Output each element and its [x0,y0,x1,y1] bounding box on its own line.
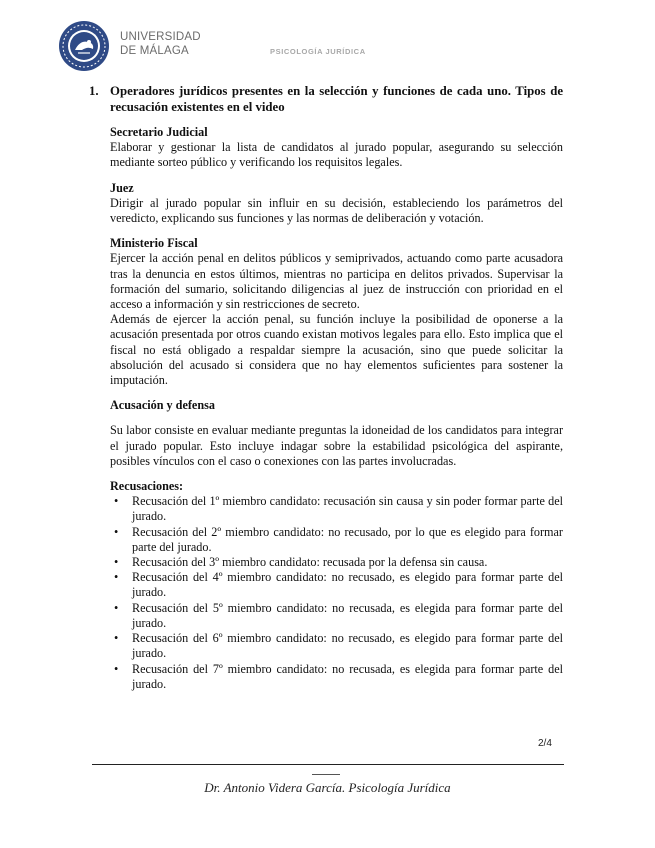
footer-accent-line [312,774,340,775]
section-number: 1. [89,84,99,98]
list-item: • Recusación del 1º miembro candidato: recusación sin causa y sin poder formar parte del jurado. [110,494,563,524]
juez-heading: Juez [110,180,134,195]
university-seal-logo [58,20,110,72]
fiscal-heading: Ministerio Fiscal [110,236,198,251]
list-item: • Recusación del 7º miembro candidato: no recusada, es elegida para formar parte del jurado. [110,662,563,692]
recusaciones-list [110,494,563,692]
fiscal-text-1: Ejercer la acción penal en delitos públicos y semiprivados, actuando como parte acusadora tras la denuncia en estos últimos, mientras no participa en delitos privados. Supervisar la formación del sumario, solicitando diligencias al juez de instrucción con prioridad en el acceso a información y sin restricciones de secreto. [110,251,563,312]
section-title [89,84,563,115]
secretario-heading: Secretario Judicial [110,125,208,139]
list-item: • Recusación del 2º miembro candidato: no recusado, por lo que es elegido para formar parte del jurado. [110,525,563,555]
page-footer: Dr. Antonio Videra García. Psicología Jurídica [204,780,451,795]
recusaciones-heading: Recusaciones: [110,479,184,494]
running-head: PSICOLOGÍA JURÍDICA [270,47,366,56]
secretario-section [110,125,563,692]
list-item: • Recusación del 4º miembro candidato: no recusado, es elegido para formar parte del jurado. [110,570,563,600]
list-item: • Recusación del 3º miembro candidato: recusada por la defensa sin causa. [110,555,563,570]
page-header [58,20,578,72]
fiscal-text-2: Además de ejercer la acción penal, su función incluye la posibilidad de oponerse a la acusación presentada por otros cuando existan motivos legales para ello. Esto implica que el fiscal no está obligado a respaldar siempre la acusación, sino que puede solicitar la absolución del acusado si considera que no hay elementos suficientes para sostener la imputación. [110,312,563,388]
page-number: 2/4 [538,738,552,749]
acusacion-text: Su labor consiste en evaluar mediante preguntas la idoneidad de los candidatos para integrar el jurado popular. Esto incluye indagar sobre la estabilidad psicológica del aspirante, posibles vínculos con el caso o conexiones con las partes involucradas. [110,423,563,468]
acusacion-heading: Acusación y defensa [110,398,215,413]
document-body [89,84,563,692]
section-title-text: Operadores jurídicos presentes en la selección y funciones de cada uno. Tipos de recusación existentes en el video [110,84,563,114]
secretario-text: Elaborar y gestionar la lista de candidatos al jurado popular, asegurando su selección mediante sorteo público y verificando los requisitos legales. [110,140,563,170]
university-name: UNIVERSIDAD DE MÁLAGA [120,31,201,57]
list-item: • Recusación del 6º miembro candidato: no recusado, es elegido para formar parte del jurado. [110,631,563,661]
footer-divider [92,764,564,765]
juez-text: Dirigir al jurado popular sin influir en su decisión, estableciendo los parámetros del veredicto, explicando sus funciones y las normas de deliberación y votación. [110,195,563,226]
list-item: • Recusación del 5º miembro candidato: no recusada, es elegida para formar parte del jurado. [110,601,563,631]
